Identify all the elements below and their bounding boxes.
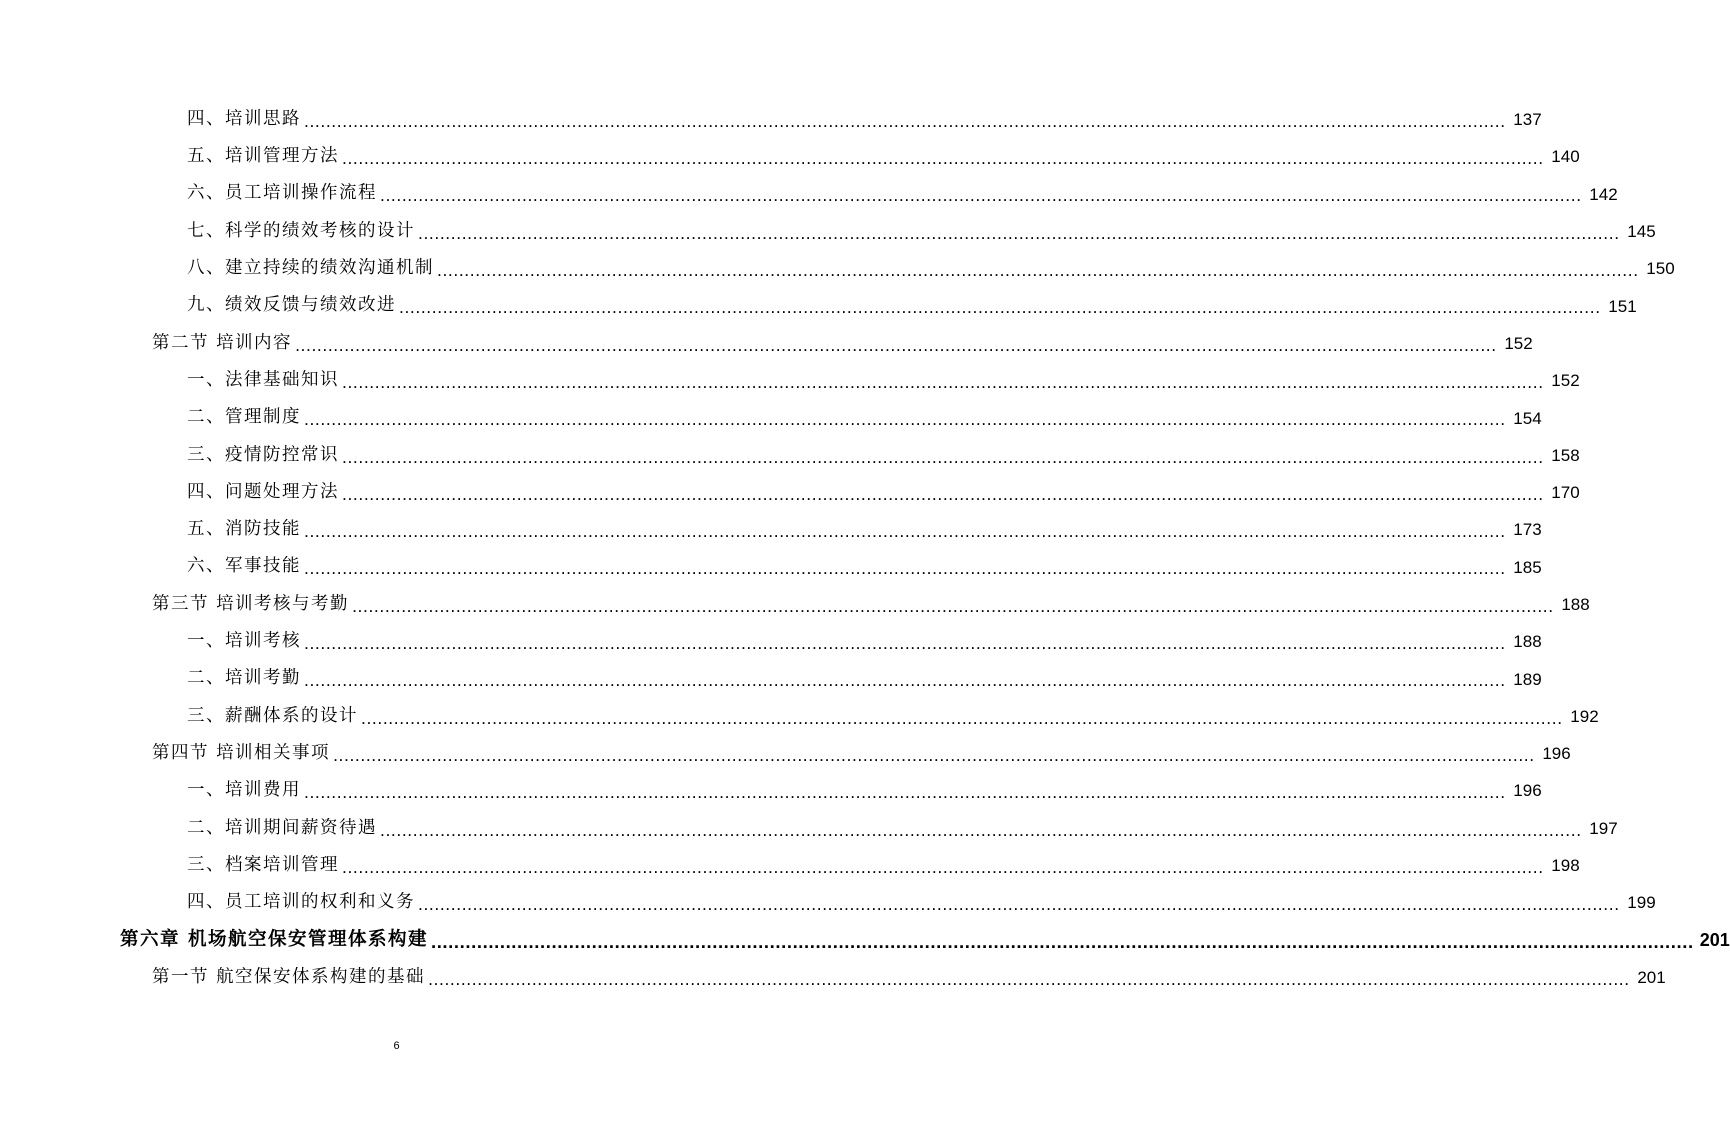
toc-item-row[interactable] (0, 549, 1542, 586)
toc-entry-title: 四、培训思路 (187, 108, 301, 129)
table-of-contents (0, 101, 1730, 996)
toc-page-number: 201 (1699, 930, 1730, 951)
toc-entry-title: 七、科学的绩效考核的设计 (187, 220, 415, 241)
toc-item-row[interactable] (0, 250, 1675, 287)
toc-entry-title: 四、员工培训的权利和义务 (187, 892, 415, 913)
toc-page-number: 173 (1513, 520, 1542, 540)
toc-entry-title: 五、消防技能 (187, 519, 301, 540)
dot-leader: ............................................................................................................................................................................................................................ (342, 371, 1544, 392)
toc-item-row[interactable] (0, 660, 1542, 697)
toc-page-number: 198 (1551, 856, 1580, 876)
dot-leader: ............................................................................................................................................................................................................................ (437, 260, 1639, 281)
toc-item-row[interactable] (0, 810, 1618, 847)
dot-leader: ............................................................................................................................................................................................................................ (380, 819, 1582, 840)
dot-leader: ............................................................................................................................................................................................................................ (333, 744, 1535, 765)
toc-entry-title: 一、培训费用 (187, 780, 301, 801)
toc-entry-title: 六、军事技能 (187, 556, 301, 577)
toc-entry-title: 二、培训考勤 (187, 668, 301, 689)
toc-entry-title: 二、培训期间薪资待遇 (187, 817, 377, 838)
dot-leader: ............................................................................................................................................................................................................................ (304, 670, 1506, 691)
toc-page-number: 188 (1513, 632, 1542, 652)
toc-item-row[interactable] (0, 362, 1580, 399)
dot-leader: ............................................................................................................................................................................................................................ (304, 409, 1506, 430)
dot-leader: ............................................................................................................................................................................................................................ (418, 894, 1620, 915)
toc-item-row[interactable] (0, 511, 1542, 548)
toc-section-row[interactable] (0, 586, 1590, 623)
toc-page-number: 152 (1551, 371, 1580, 391)
toc-section-row[interactable] (0, 959, 1666, 996)
dot-leader: ............................................................................................................................................................................................................................ (430, 930, 1694, 952)
toc-page-number: 158 (1551, 445, 1580, 465)
toc-item-row[interactable] (0, 287, 1637, 324)
toc-page-number: 170 (1551, 483, 1580, 503)
toc-page-number: 151 (1608, 296, 1637, 316)
dot-leader: ............................................................................................................................................................................................................................ (428, 968, 1630, 989)
dot-leader: ............................................................................................................................................................................................................................ (342, 856, 1544, 877)
toc-page-number: 189 (1513, 669, 1542, 689)
toc-entry-title: 第一节 航空保安体系构建的基础 (152, 966, 426, 987)
toc-item-row[interactable] (0, 623, 1542, 660)
toc-entry-title: 一、法律基础知识 (187, 369, 339, 390)
toc-page-number: 145 (1627, 222, 1656, 242)
toc-item-row[interactable] (0, 847, 1580, 884)
toc-page-number: 192 (1570, 706, 1599, 726)
toc-entry-title: 第三节 培训考核与考勤 (152, 593, 350, 614)
toc-entry-title: 九、绩效反馈与绩效改进 (187, 295, 396, 316)
toc-item-row[interactable] (0, 399, 1542, 436)
toc-entry-title: 二、管理制度 (187, 407, 301, 428)
toc-section-row[interactable] (0, 735, 1571, 772)
toc-item-row[interactable] (0, 698, 1599, 735)
toc-page-number: 150 (1646, 259, 1675, 279)
toc-page-number: 199 (1627, 893, 1656, 913)
toc-chapter-row[interactable] (0, 922, 1730, 959)
toc-page-number: 154 (1513, 408, 1542, 428)
dot-leader: ............................................................................................................................................................................................................................ (399, 297, 1601, 318)
toc-section-row[interactable] (0, 325, 1533, 362)
dot-leader: ............................................................................................................................................................................................................................ (304, 521, 1506, 542)
toc-entry-title: 第二节 培训内容 (152, 332, 293, 353)
toc-entry-title: 四、问题处理方法 (187, 481, 339, 502)
toc-page-number: 196 (1542, 744, 1571, 764)
toc-item-row[interactable] (0, 474, 1580, 511)
toc-page-number: 185 (1513, 557, 1542, 577)
toc-item-row[interactable] (0, 772, 1542, 809)
toc-page-number: 188 (1561, 595, 1590, 614)
toc-item-row[interactable] (0, 884, 1656, 921)
dot-leader: ............................................................................................................................................................................................................................ (304, 782, 1506, 803)
toc-entry-title: 第六章 机场航空保安管理体系构建 (120, 928, 428, 950)
dot-leader: ............................................................................................................................................................................................................................ (304, 110, 1506, 131)
dot-leader: ............................................................................................................................................................................................................................ (380, 185, 1582, 206)
toc-page-number: 152 (1504, 333, 1533, 353)
dot-leader: ............................................................................................................................................................................................................................ (342, 483, 1544, 504)
toc-entry-title: 三、薪酬体系的设计 (187, 705, 358, 726)
toc-page-number: 140 (1551, 147, 1580, 167)
toc-entry-title: 三、档案培训管理 (187, 854, 339, 875)
page-number: 6 (393, 1040, 400, 1052)
toc-page-number: 142 (1589, 184, 1618, 204)
toc-item-row[interactable] (0, 437, 1580, 474)
toc-item-row[interactable] (0, 101, 1542, 138)
toc-entry-title: 八、建立持续的绩效沟通机制 (187, 258, 434, 279)
dot-leader: ............................................................................................................................................................................................................................ (361, 707, 1563, 728)
toc-page-number: 197 (1589, 818, 1618, 838)
dot-leader: ............................................................................................................................................................................................................................ (304, 558, 1506, 579)
toc-page-number: 201 (1637, 967, 1666, 987)
toc-entry-title: 一、培训考核 (187, 631, 301, 652)
dot-leader: ............................................................................................................................................................................................................................ (418, 222, 1620, 243)
toc-item-row[interactable] (0, 213, 1656, 250)
toc-entry-title: 第四节 培训相关事项 (152, 742, 331, 763)
toc-item-row[interactable] (0, 138, 1580, 175)
dot-leader: ............................................................................................................................................................................................................................ (352, 595, 1554, 616)
dot-leader: ............................................................................................................................................................................................................................ (295, 334, 1497, 355)
toc-entry-title: 三、疫情防控常识 (187, 444, 339, 465)
toc-entry-title: 五、培训管理方法 (187, 146, 339, 167)
toc-item-row[interactable] (0, 176, 1618, 213)
dot-leader: ............................................................................................................................................................................................................................ (304, 633, 1506, 654)
dot-leader: ............................................................................................................................................................................................................................ (342, 148, 1544, 169)
toc-page-number: 196 (1513, 781, 1542, 801)
toc-page-number: 137 (1513, 110, 1542, 130)
toc-entry-title: 六、员工培训操作流程 (187, 183, 377, 204)
dot-leader: ............................................................................................................................................................................................................................ (342, 446, 1544, 467)
